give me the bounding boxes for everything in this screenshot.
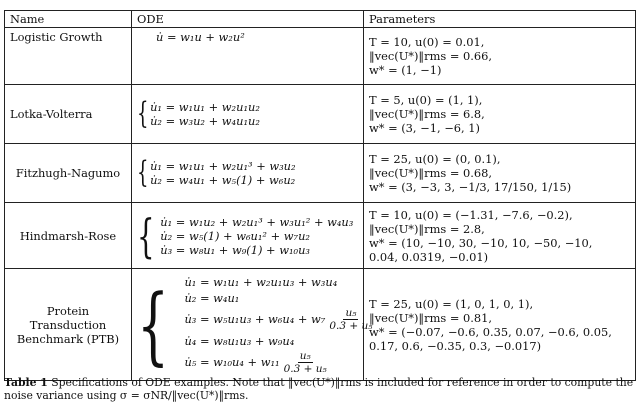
equation: u̇₃ = w₅u₁u₃ + w₆u₄ + w₇ <box>184 312 326 326</box>
equation-with-fraction <box>184 307 376 332</box>
param-line: w* = (10, −10, 30, −10, 10, −50, −10, <box>369 235 593 250</box>
params-cell <box>364 85 636 144</box>
caption-text: Specifications of ODE examples. Note that ‖vec(U*)‖rms is included for reference in order to compute the noise variance using σ = σNR/‖vec(U*)‖rms. <box>4 376 634 402</box>
equation: u̇₁ = w₁u₁ + w₂u₁u₃ + w₃u₄ <box>184 274 338 289</box>
row-name: Logistic Growth <box>5 28 132 85</box>
header-ode: ODE <box>132 11 364 28</box>
param-line: T = 10, u(0) = (−1.31, −7.6, −0.2), <box>369 207 573 222</box>
left-brace: { <box>137 155 149 190</box>
header-row <box>5 11 636 28</box>
row-name: Protein Transduction Benchmark (PTB) <box>5 269 132 381</box>
table-row <box>5 269 636 381</box>
params-cell <box>364 269 636 381</box>
header-name: Name <box>5 11 132 28</box>
param-line: w* = (3, −1, −6, 1) <box>369 121 480 135</box>
equation: u̇₁ = w₁u₁ + w₂u₁u₂ <box>150 100 260 114</box>
param-line: w* = (−0.07, −0.6, 0.35, 0.07, −0.6, 0.05, 0.17, 0.6, −0.35, 0.3, −0.017) <box>369 324 612 353</box>
fraction <box>327 307 374 332</box>
table-row <box>5 28 636 85</box>
ode-cell <box>132 269 373 381</box>
param-line: T = 25, u(0) = (1, 0, 1, 0, 1), <box>369 296 534 311</box>
ode-specifications-table <box>4 10 636 381</box>
param-line: ‖vec(U*)‖rms = 6.8, <box>369 107 485 121</box>
param-line: ‖vec(U*)‖rms = 0.66, <box>369 49 492 63</box>
table-caption <box>4 376 635 402</box>
row-name: Lotka-Volterra <box>5 85 132 144</box>
left-brace: { <box>137 275 170 374</box>
caption-label: Table 1 <box>4 376 48 389</box>
param-line: T = 5, u(0) = (1, 1), <box>369 93 483 107</box>
equation: u̇₂ = w₃u₂ + w₄u₁u₂ <box>150 114 260 128</box>
param-line: w* = (1, −1) <box>369 63 442 77</box>
param-line: ‖vec(U*)‖rms = 0.68, <box>369 166 492 180</box>
param-line: T = 10, u(0) = 0.01, <box>369 35 485 49</box>
table-row <box>5 203 636 269</box>
fraction <box>282 350 329 375</box>
header-parameters: Parameters <box>364 11 636 28</box>
equation: u̇₁ = w₁u₂ + w₂u₁³ + w₃u₁² + w₄u₃ <box>160 214 354 229</box>
equation: u̇ = w₁u + w₂u² <box>156 30 245 44</box>
table-row <box>5 144 636 203</box>
ode-cell <box>132 85 364 144</box>
param-line: T = 25, u(0) = (0, 0.1), <box>369 152 501 166</box>
equation: u̇₃ = w₈u₁ + w₉(1) + w₁₀u₃ <box>160 242 310 257</box>
equation: u̇₅ = w₁₀u₄ + w₁₁ <box>184 355 280 369</box>
equation: u̇₂ = w₅(1) + w₆u₁² + w₇u₂ <box>160 228 310 243</box>
params-cell <box>364 203 636 269</box>
ode-cell <box>132 28 364 85</box>
equation: u̇₂ = w₄u₁ <box>184 290 240 305</box>
param-line: w* = (3, −3, 3, −1/3, 17/150, 1/15) <box>369 180 572 194</box>
left-brace: { <box>137 208 155 263</box>
ode-cell <box>132 203 364 269</box>
left-brace: { <box>137 96 149 131</box>
fraction-numerator: u₅ <box>299 349 311 362</box>
ode-cell <box>132 144 364 203</box>
row-name: Hindmarsh-Rose <box>5 203 132 269</box>
equation-with-fraction <box>184 350 376 375</box>
equation: u̇₂ = w₄u₁ + w₅(1) + w₆u₂ <box>150 173 296 187</box>
equation: u̇₁ = w₁u₁ + w₂u₁³ + w₃u₂ <box>150 159 296 173</box>
params-cell <box>364 144 636 203</box>
params-cell <box>364 28 636 85</box>
equation: u̇₄ = w₈u₁u₃ + w₉u₄ <box>184 333 295 348</box>
fraction-denominator: 0.3 + u₅ <box>283 362 327 375</box>
param-line: ‖vec(U*)‖rms = 0.81, <box>369 310 492 325</box>
fraction-numerator: u₅ <box>345 306 357 319</box>
param-line: 0.04, 0.0319, −0.01) <box>369 249 489 264</box>
param-line: ‖vec(U*)‖rms = 2.8, <box>369 221 485 236</box>
fraction-denominator: 0.3 + u₅ <box>329 319 373 332</box>
row-name: Fitzhugh-Nagumo <box>5 144 132 203</box>
table-row <box>5 85 636 144</box>
